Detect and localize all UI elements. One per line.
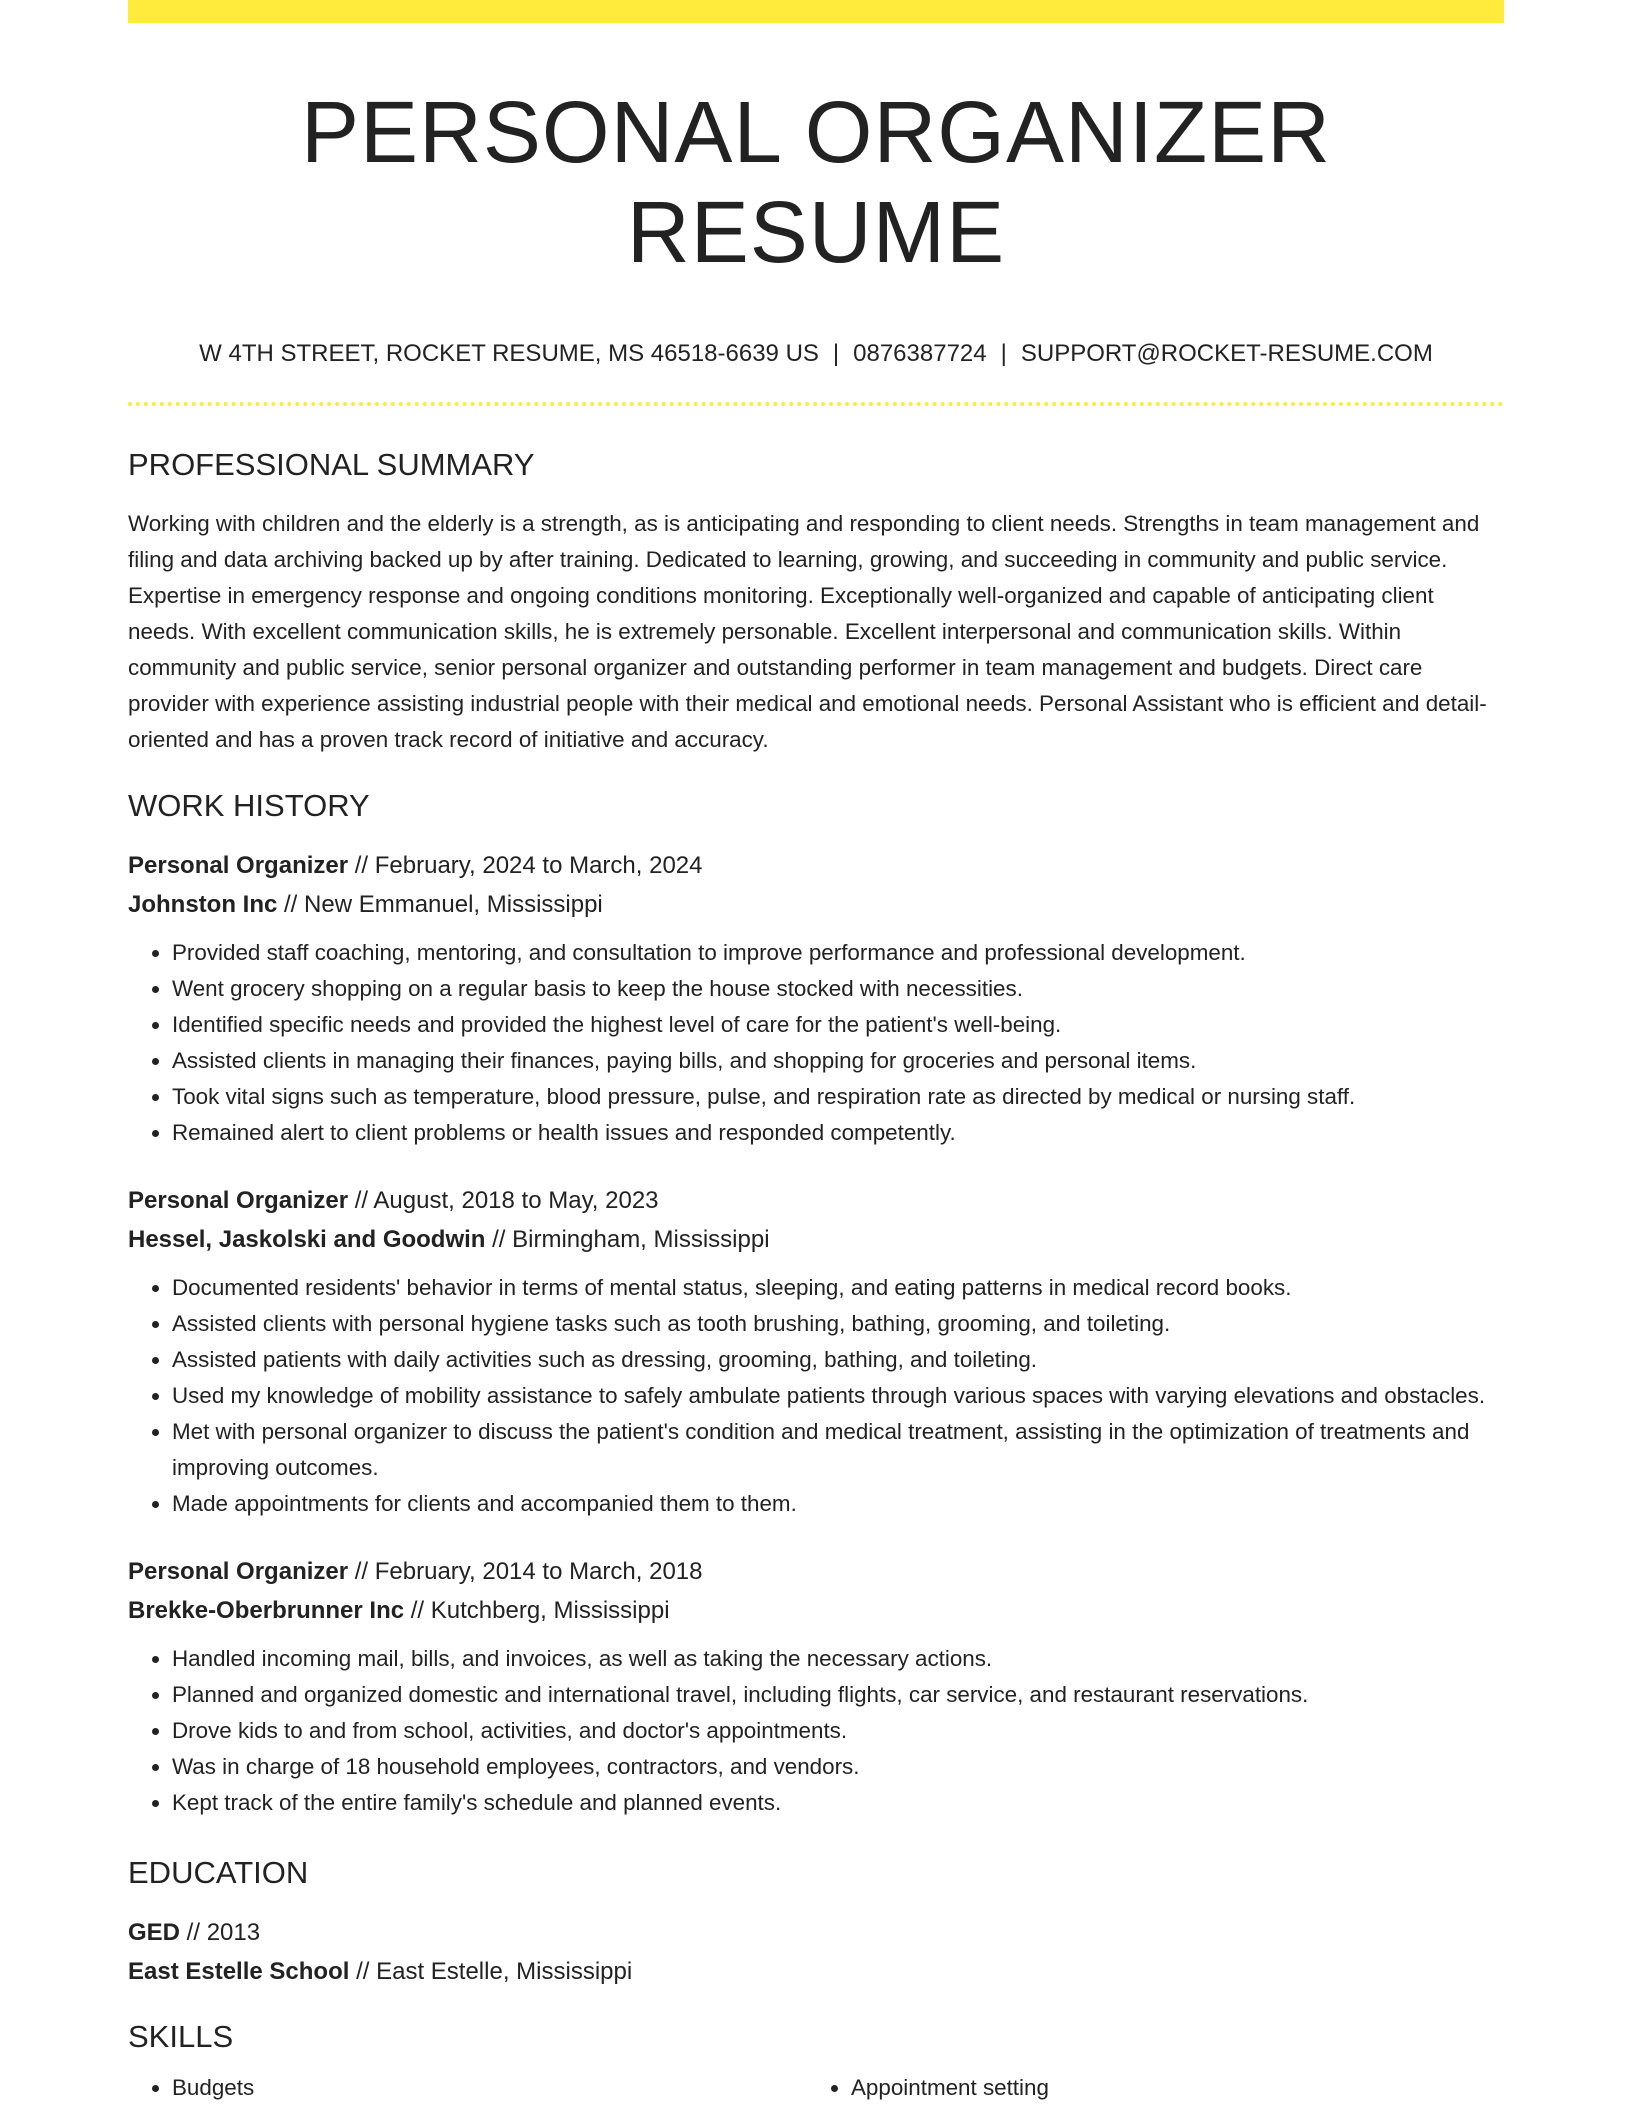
job-bullet: • Planned and organized domestic and international travel, including flights, car service, and restaurant reservations. — [172, 1677, 1504, 1713]
contact-line — [128, 338, 1504, 370]
resume-page — [128, 0, 1504, 2106]
dotted-divider — [128, 402, 1504, 406]
skill-item: • Appointment setting — [851, 2070, 1486, 2106]
resume-name: PERSONAL ORGANIZER RESUME — [301, 84, 1331, 281]
job-dates: // February, 2014 to March, 2018 — [348, 1558, 703, 1585]
degree-year: // 2013 — [180, 1919, 261, 1946]
job-company-line — [128, 1220, 1504, 1259]
job-location: // Kutchberg, Mississippi — [404, 1597, 670, 1624]
job-location: // New Emmanuel, Mississippi — [277, 891, 603, 918]
job-bullet: • Kept track of the entire family's schedule and planned events. — [172, 1785, 1504, 1821]
job-bullet: • Assisted patients with daily activities such as dressing, grooming, bathing, and toileting. — [172, 1342, 1504, 1378]
job-bullets — [128, 1641, 1504, 1821]
job-company: Johnston Inc — [128, 891, 278, 918]
job-bullet: • Went grocery shopping on a regular basis to keep the house stocked with necessities. — [172, 971, 1504, 1007]
summary-text: Working with children and the elderly is a strength, as is anticipating and responding to client needs. Strengths in team management and filing and data archiving backed up by after training. Dedicated to learning, growing, and succeeding in community and public service. Expertise in emergency response and ongoing conditions monitoring. Exceptionally well-organized and capable of anticipating client needs. With excellent communication skills, he is extremely personable. Excellent interpersonal and communication skills. Within community and public service, senior personal organizer and outstanding performer in team management and budgets. Direct care provider with experience assisting industrial people with their medical and emotional needs. Personal Assistant who is efficient and detail-oriented and has a proven track record of initiative and accuracy. — [128, 511, 1487, 752]
job-dates: // August, 2018 to May, 2023 — [348, 1187, 659, 1214]
job-role: Personal Organizer — [128, 852, 349, 879]
job-bullets — [128, 935, 1504, 1151]
job-entry — [128, 846, 1504, 1151]
work-history-heading: WORK HISTORY — [128, 788, 370, 823]
skill-item: • Budgets — [172, 2070, 807, 2106]
address: W 4TH STREET, ROCKET RESUME, MS 46518-6639 US — [199, 340, 819, 367]
job-bullet: • Provided staff coaching, mentoring, and consultation to improve performance and professional development. — [172, 935, 1504, 971]
email: SUPPORT@ROCKET-RESUME.COM — [1020, 340, 1433, 367]
degree-line — [128, 1913, 1504, 1952]
job-bullets — [128, 1270, 1504, 1522]
job-company-line — [128, 885, 1504, 924]
school: East Estelle School — [128, 1958, 350, 1985]
job-bullet: • Used my knowledge of mobility assistance to safely ambulate patients through various spaces with varying elevations and obstacles. — [172, 1378, 1504, 1414]
accent-top-bar — [128, 0, 1504, 23]
job-bullet: • Made appointments for clients and accompanied them to them. — [172, 1486, 1504, 1522]
job-company: Brekke-Oberbrunner Inc — [128, 1597, 405, 1624]
job-entry — [128, 1552, 1504, 1821]
skills-column-left — [128, 2070, 807, 2106]
education-entry — [128, 1913, 1504, 1991]
job-bullet: • Assisted clients with personal hygiene tasks such as tooth brushing, bathing, grooming, and toileting. — [172, 1306, 1504, 1342]
job-entry — [128, 1181, 1504, 1522]
school-line — [128, 1952, 1504, 1991]
job-role: Personal Organizer — [128, 1187, 349, 1214]
phone: 0876387724 — [853, 340, 987, 367]
job-bullet: • Was in charge of 18 household employees, contractors, and vendors. — [172, 1749, 1504, 1785]
job-company-line — [128, 1591, 1504, 1630]
school-location: // East Estelle, Mississippi — [349, 1958, 633, 1985]
job-bullet: • Took vital signs such as temperature, blood pressure, pulse, and respiration rate as directed by medical or nursing staff. — [172, 1079, 1504, 1115]
job-bullet: • Remained alert to client problems or health issues and responded competently. — [172, 1115, 1504, 1151]
contact-separator: | — [832, 340, 840, 367]
job-dates: // February, 2024 to March, 2024 — [348, 852, 703, 879]
skills-list — [128, 2070, 1504, 2106]
contact-separator: | — [1000, 340, 1007, 367]
education-heading: EDUCATION — [128, 1855, 309, 1890]
degree: GED — [128, 1919, 181, 1946]
job-role: Personal Organizer — [128, 1558, 349, 1585]
job-bullet: • Handled incoming mail, bills, and invoices, as well as taking the necessary actions. — [172, 1641, 1504, 1677]
job-role-line — [128, 1181, 1504, 1220]
summary-heading: PROFESSIONAL SUMMARY — [128, 447, 535, 482]
job-role-line — [128, 1552, 1504, 1591]
job-company: Hessel, Jaskolski and Goodwin — [128, 1226, 486, 1253]
job-bullet: • Drove kids to and from school, activities, and doctor's appointments. — [172, 1713, 1504, 1749]
job-bullet: • Identified specific needs and provided the highest level of care for the patient's well-being. — [172, 1007, 1504, 1043]
job-bullet: • Met with personal organizer to discuss the patient's condition and medical treatment, assisting in the optimization of treatments and improving outcomes. — [172, 1414, 1504, 1486]
job-bullet: • Documented residents' behavior in terms of mental status, sleeping, and eating patterns in medical record books. — [172, 1270, 1504, 1306]
job-location: // Birmingham, Mississippi — [485, 1226, 770, 1253]
job-role-line — [128, 846, 1504, 885]
job-bullet: • Assisted clients in managing their finances, paying bills, and shopping for groceries and personal items. — [172, 1043, 1504, 1079]
skills-column-right — [807, 2070, 1486, 2106]
skills-heading: SKILLS — [128, 2019, 234, 2054]
